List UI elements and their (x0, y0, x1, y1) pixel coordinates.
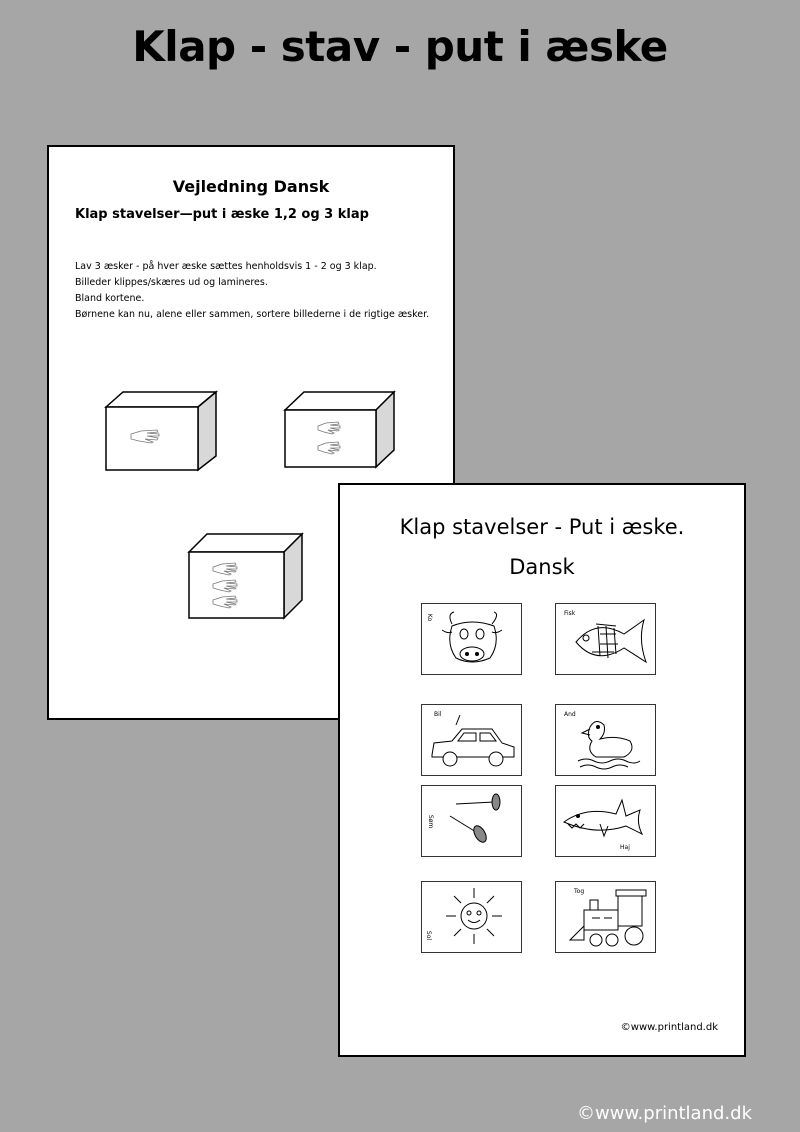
cards-title: Klap stavelser - Put i æske. (399, 515, 685, 539)
card-label: And (564, 711, 576, 718)
instruction-line: Bland kortene. (75, 293, 145, 304)
card-label: Ko (426, 613, 434, 622)
fish-icon (556, 604, 656, 675)
cow-icon (422, 604, 522, 675)
box-one-clap (101, 390, 221, 472)
card-label: Tog (574, 888, 585, 895)
picture-card-nail (421, 785, 522, 857)
picture-card-cow (421, 603, 522, 675)
box-two-claps (282, 390, 397, 470)
cards-sheet (338, 483, 746, 1057)
footer-credit: ©www.printland.dk (577, 1103, 752, 1124)
instruction-line: Billeder klippes/skæres ud og lamineres. (75, 277, 268, 288)
guide-instructions (75, 259, 429, 323)
picture-card-sun (421, 881, 522, 953)
nail-icon (422, 786, 522, 857)
cards-subtitle: Dansk (509, 555, 575, 579)
car-icon (422, 705, 522, 776)
card-label: Fisk (564, 610, 576, 617)
card-label: Søm (427, 814, 435, 829)
card-label: Haj (620, 844, 630, 851)
picture-card-fish (555, 603, 656, 675)
guide-subtitle: Klap stavelser—put i æske 1,2 og 3 klap (75, 207, 369, 222)
train-icon (556, 882, 656, 953)
shark-icon (556, 786, 656, 857)
picture-card-duck (555, 704, 656, 776)
guide-title: Vejledning Dansk (172, 177, 330, 196)
sheet-credit: ©www.printland.dk (620, 1022, 718, 1033)
picture-card-train (555, 881, 656, 953)
box-three-claps (185, 532, 305, 622)
instruction-line: Børnene kan nu, alene eller sammen, sortere billederne i de rigtige æsker. (75, 309, 430, 320)
page-title: Klap - stav - put i æske (132, 22, 668, 71)
picture-card-car (421, 704, 522, 776)
card-label: Sol (425, 930, 433, 941)
sun-icon (422, 882, 522, 953)
instruction-line: Lav 3 æsker - på hver æske sættes henholdsvis 1 - 2 og 3 klap. (75, 261, 377, 272)
card-label: Bil (434, 711, 442, 718)
picture-card-shark (555, 785, 656, 857)
duck-icon (556, 705, 656, 776)
